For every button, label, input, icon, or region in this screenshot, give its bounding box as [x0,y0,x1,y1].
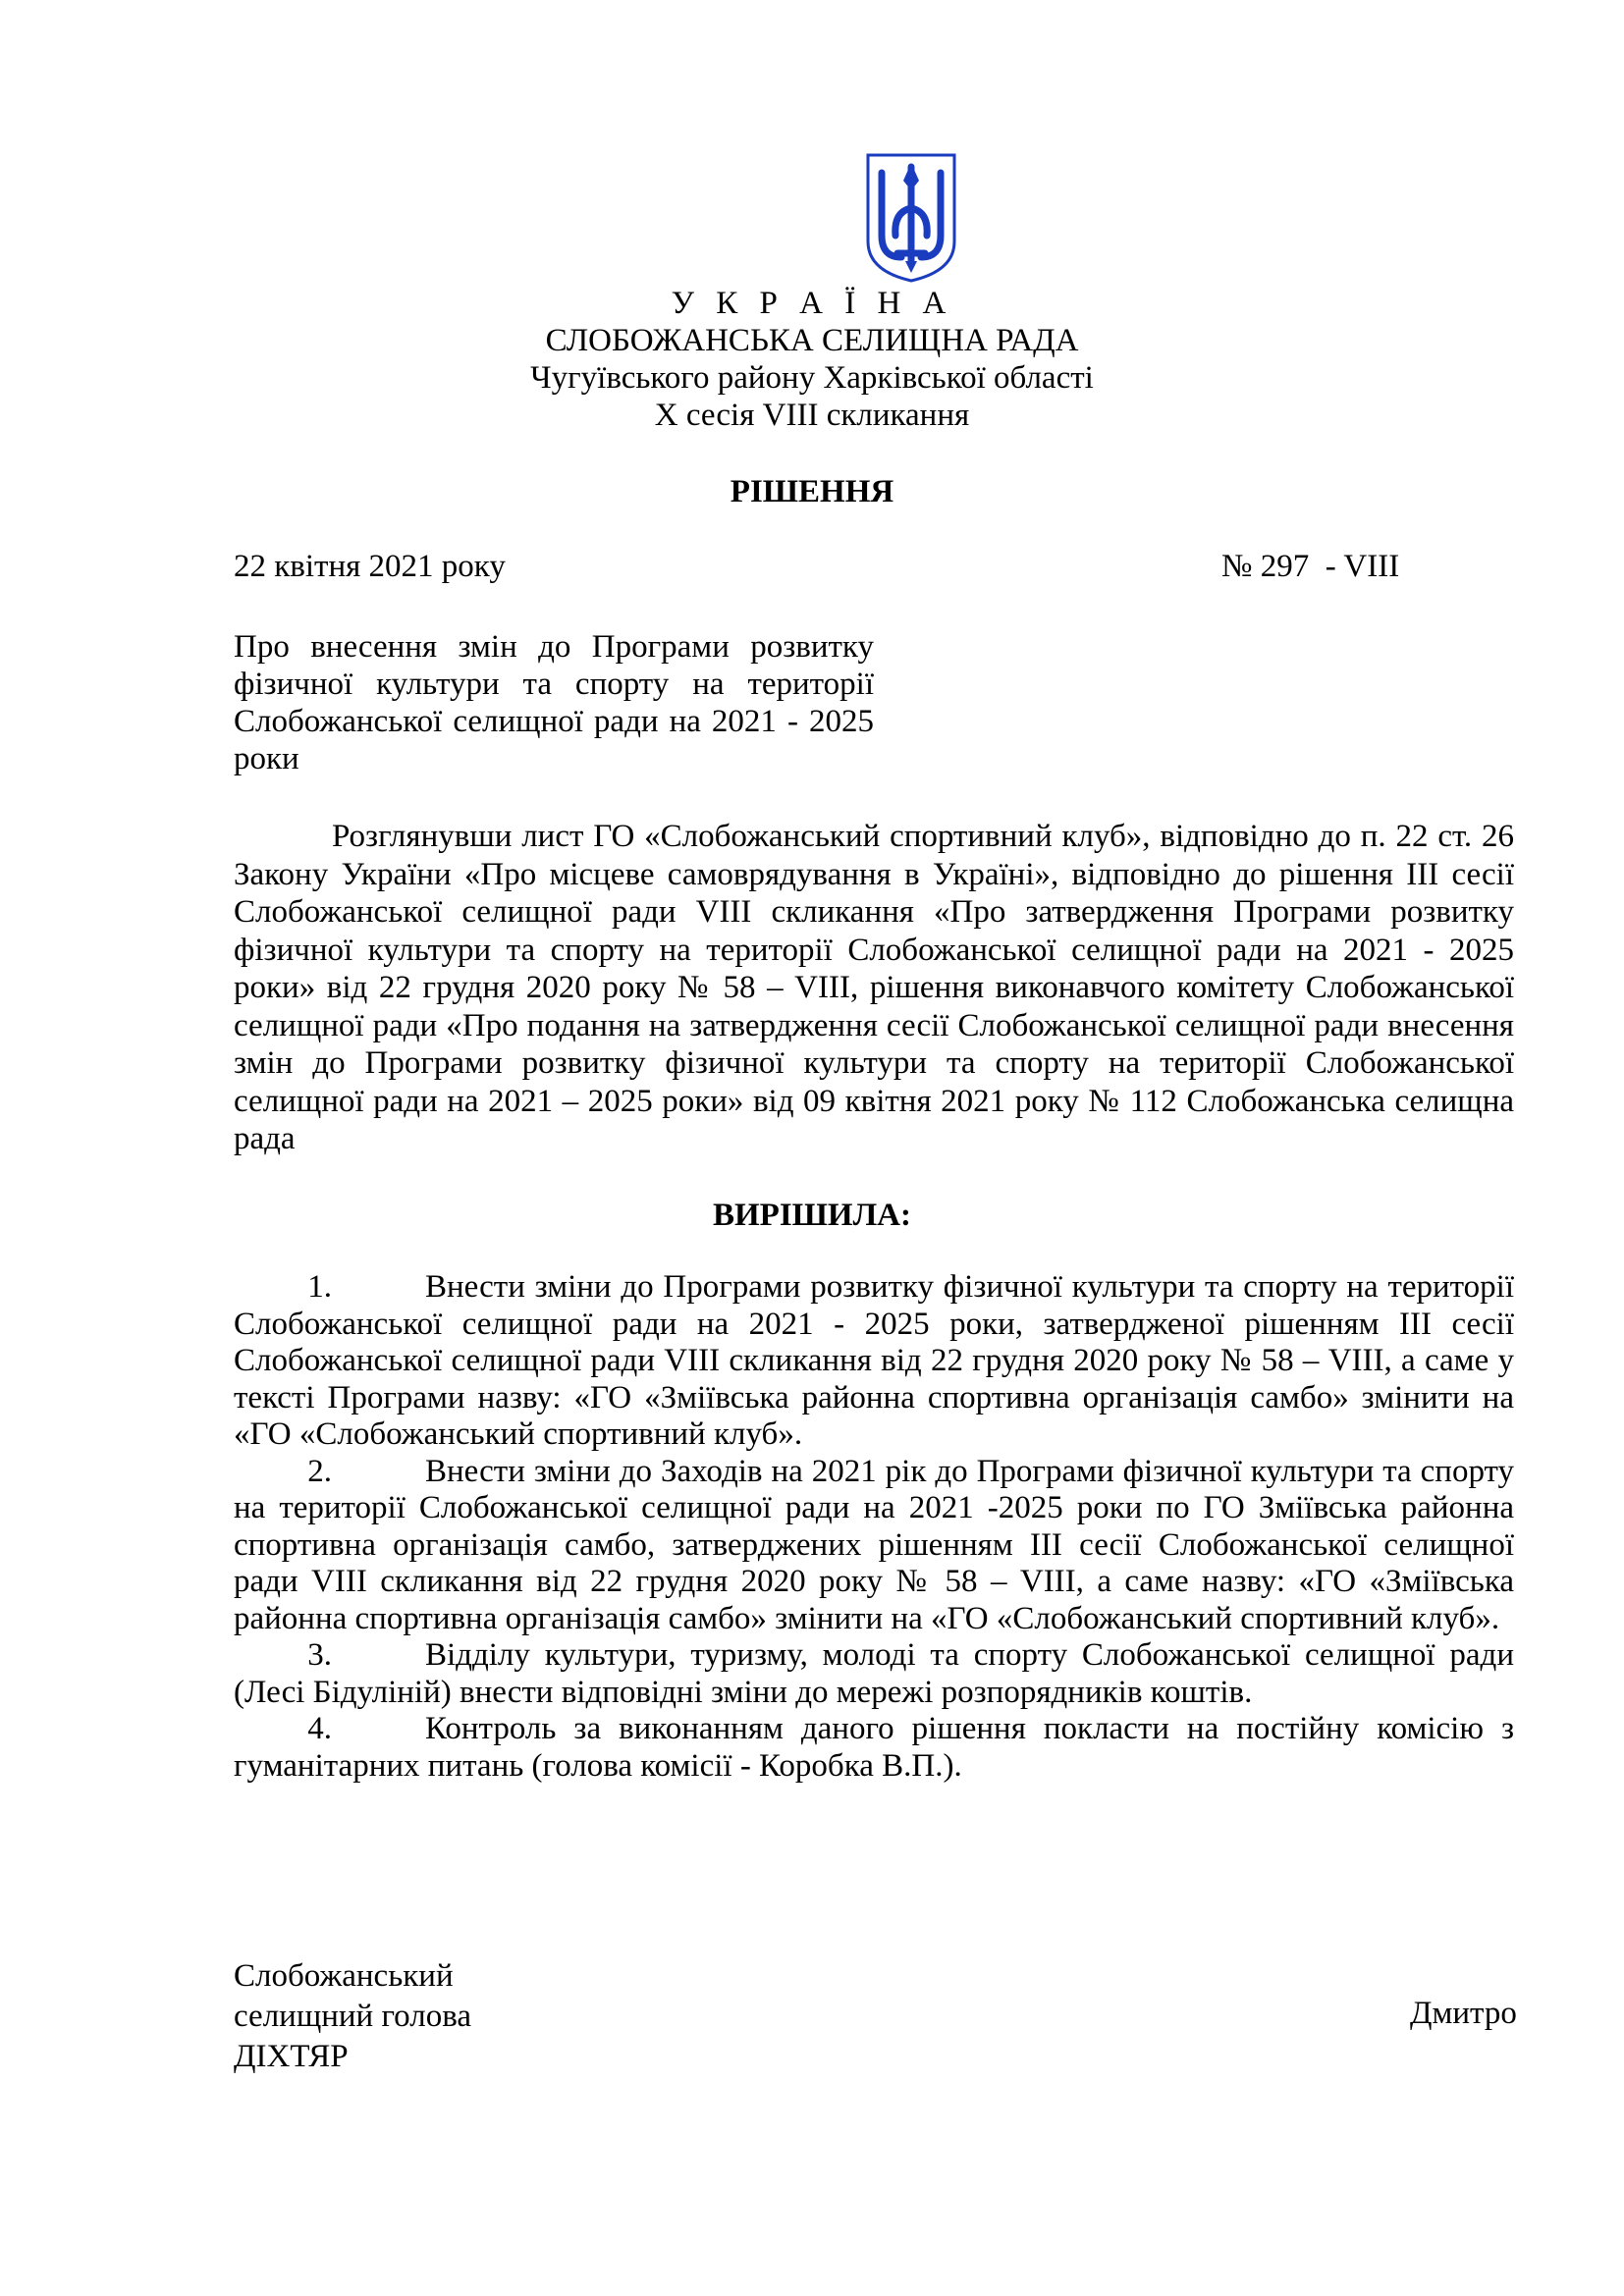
item-number: 3. [307,1637,332,1673]
country-name: У К Р А Ї Н А [671,286,953,321]
resolution-item [234,1269,1514,1454]
district-name: Чугуївського району Харківської області [530,360,1094,396]
council-name: СЛОБОЖАНСЬКА СЕЛИЩНА РАДА [545,323,1079,358]
signature-block [234,1956,471,2077]
signature-line: Слобожанський [234,1958,454,1994]
resolution-item [234,1711,1514,1785]
document-number: № 297 - VIII [1221,549,1400,584]
resolution-item [234,1454,1514,1638]
item-number: 1. [307,1269,332,1305]
signature-line: селищний голова [234,1999,472,2034]
document-date: 22 квітня 2021 року [234,549,506,584]
resolution-item [234,1637,1514,1711]
trident-coat-of-arms-icon [864,151,958,285]
resolution-items [234,1269,1514,1785]
document-subject: Про внесення змін до Програми розвитку фізичної культури та спорту на території Слобожанської селищної ради на 2021 - 2025 роки [234,629,874,776]
session-info: X сесія VIII скликання [654,398,970,433]
item-text: Внести зміни до Програми розвитку фізичної культури та спорту на території Слобожанської селищної ради на 2021 - 2025 роки, затвердженої рішенням III сесії Слобожанської селищної ради VIII скликання від 22 грудня 2020 року № 58 – VIII, а саме у тексті Програми назву: «ГО «Зміївська районна спортивна організація самбо» змінити на «ГО «Слобожанський спортивний клуб». [234,1269,1514,1452]
resolved-heading: ВИРІШИЛА: [713,1198,911,1233]
signature-name: Дмитро [1410,1996,1517,2031]
item-text: Відділу культури, туризму, молоді та спорту Слобожанської селищної ради (Лесі Бідуліній) внести відповідні зміни до мережі розпорядників коштів. [234,1637,1514,1710]
signature-line: ДІХТЯР [234,2039,349,2074]
item-number: 4. [307,1711,332,1746]
document-header [0,285,1624,434]
item-text: Внести зміни до Заходів на 2021 рік до Програми фізичної культури та спорту на території Слобожанської селищної ради на 2021 -2025 роки по ГО Зміївська районна спортивна організація самбо, затверджених рішенням III сесії Слобожанської селищної ради VIII скликання від 22 грудня 2020 року № 58 – VIII, а саме назву: «ГО «Зміївська районна спортивна організація самбо» змінити на «ГО «Слобожанський спортивний клуб». [234,1453,1514,1636]
item-number: 2. [307,1453,332,1489]
item-text: Контроль за виконанням даного рішення покласти на постійну комісію з гуманітарних питань (голова комісії - Коробка В.П.). [234,1711,1514,1784]
document-title: РІШЕННЯ [730,474,894,509]
preamble-paragraph: Розглянувши лист ГО «Слобожанський спортивний клуб», відповідно до п. 22 ст. 26 Закону України «Про місцеве самоврядування в Україні», відповідно до рішення III сесії Слобожанської селищної ради VIII скликання «Про затвердження Програми розвитку фізичної культури та спорту на території Слобожанської селищної ради на 2021 - 2025 роки» від 22 грудня 2020 року № 58 – VIII, рішення виконавчого комітету Слобожанської селищної ради «Про подання на затвердження сесії Слобожанської селищної ради внесення змін до Програми розвитку фізичної культури та спорту на території Слобожанської селищної ради на 2021 – 2025 роки» від 09 квітня 2021 року № 112 Слобожанська селищна рада [234,819,1514,1156]
